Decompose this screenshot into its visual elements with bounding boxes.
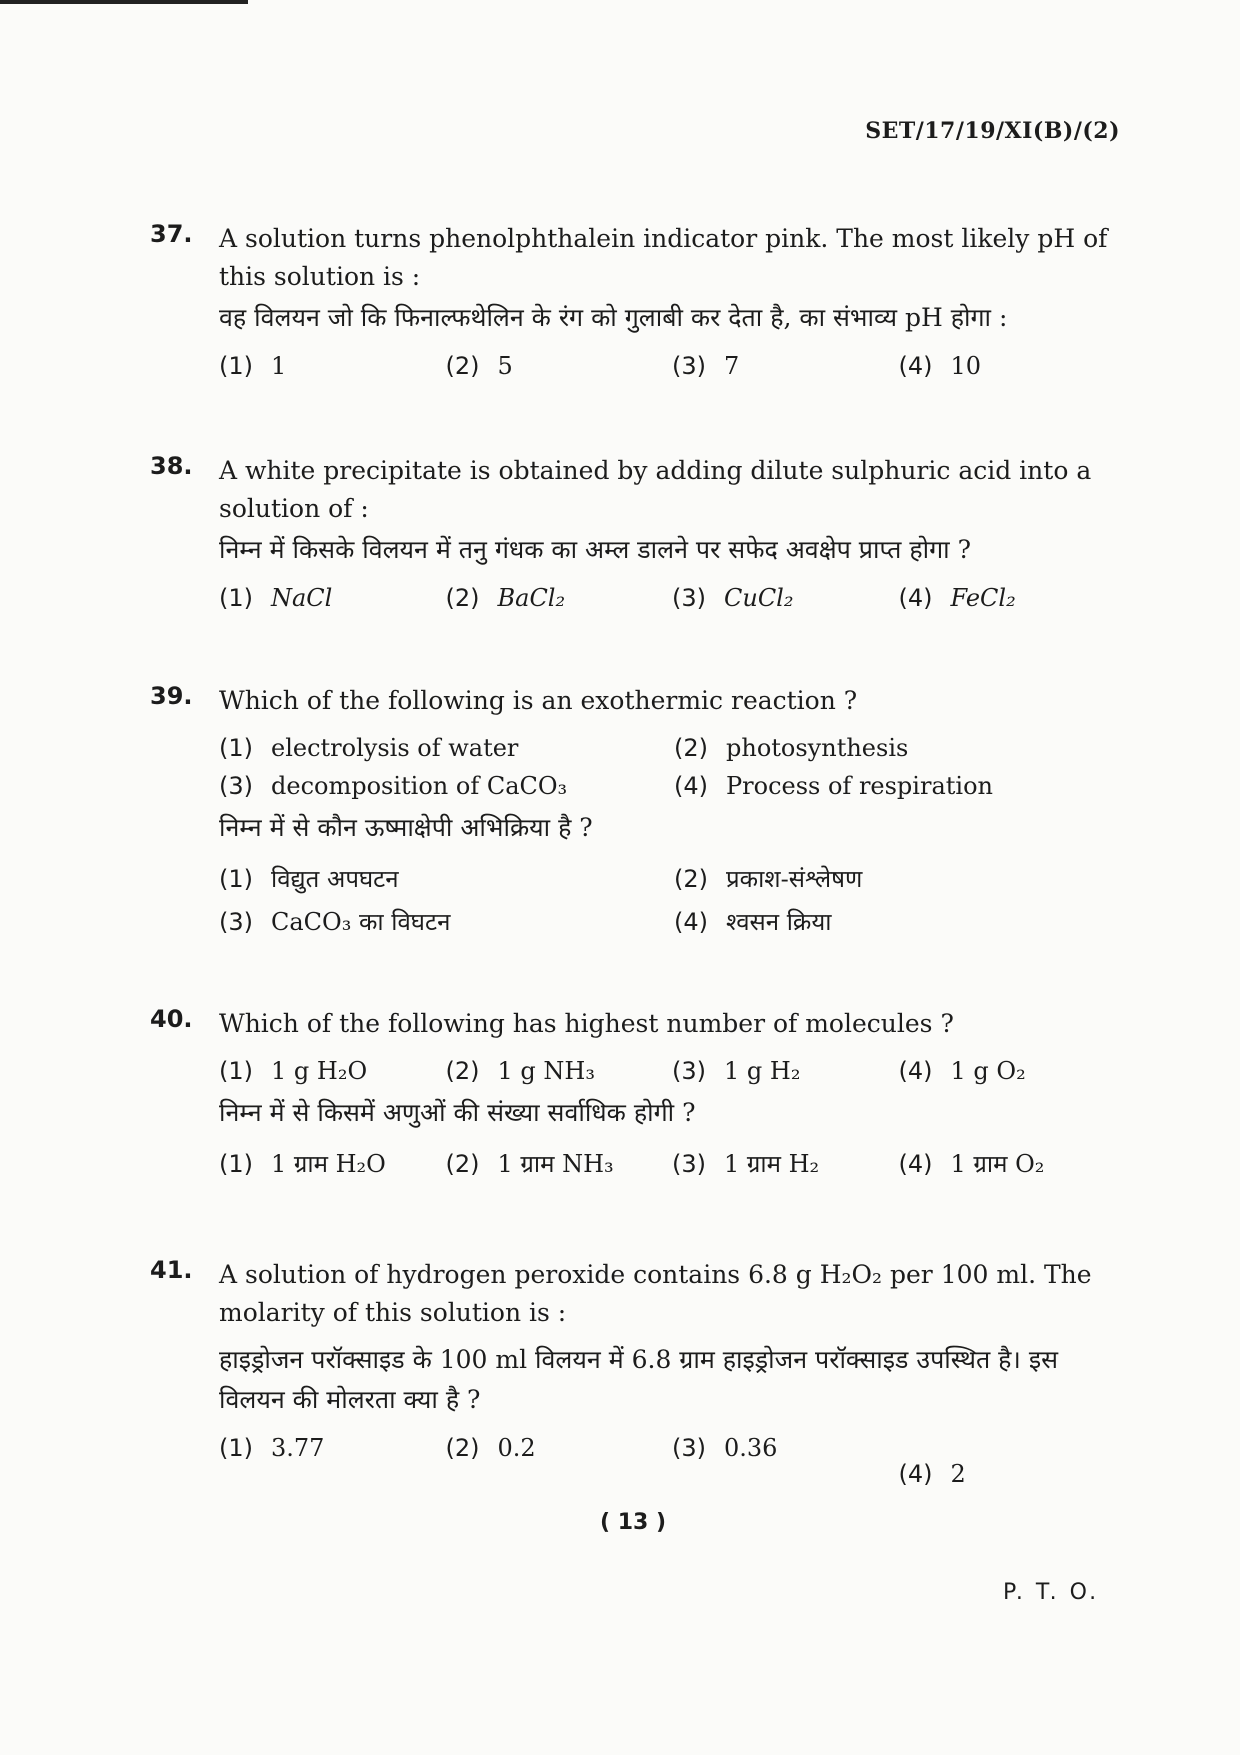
question-number: 38. (150, 452, 193, 480)
top-rule (0, 0, 248, 4)
option-2: (2) photosynthesis (674, 734, 909, 762)
options-en (219, 734, 1125, 800)
question-text-en: Which of the following is an exothermic reaction ? (219, 686, 858, 715)
option-1: (1) 3.77 (219, 1434, 325, 1462)
option-1: (1) NaCl (219, 584, 333, 612)
question-text-en: Which of the following has highest number of molecules ? (219, 1009, 954, 1038)
option-2: (2) 1 ग्राम NH₃ (445, 1150, 614, 1178)
question-text-hi: निम्न में से किसमें अणुओं की संख्या सर्वाधिक होगी ? (219, 1098, 696, 1127)
option-2: (2) BaCl₂ (445, 584, 566, 612)
question-41 (150, 1256, 1125, 1488)
options-en (219, 1057, 1125, 1085)
option-4: (4) FeCl₂ (898, 584, 1016, 612)
question-text-en: A solution turns phenolphthalein indicator pink. The most likely pH of this solution is : (219, 224, 1108, 291)
question-number: 40. (150, 1005, 193, 1033)
question-text-hi: निम्न में किसके विलयन में तनु गंधक का अम्ल डालने पर सफेद अवक्षेप प्राप्त होगा ? (219, 535, 972, 564)
option-3: (3) CaCO₃ का विघटन (219, 908, 451, 936)
option-4: (4) 1 ग्राम O₂ (898, 1150, 1045, 1178)
question-40 (150, 1005, 1125, 1180)
option-3: (3) 1 g H₂ (672, 1057, 801, 1085)
option-1: (1) 1 g H₂O (219, 1057, 368, 1085)
question-38 (150, 452, 1125, 612)
question-text-hi: निम्न में से कौन ऊष्माक्षेपी अभिक्रिया है ? (219, 813, 593, 842)
option-1: (1) electrolysis of water (219, 734, 519, 762)
option-4: (4) Process of respiration (674, 772, 993, 800)
question-text-en: A solution of hydrogen peroxide contains 6.8 g H₂O₂ per 100 ml. The molarity of this solution is : (219, 1260, 1092, 1327)
option-1: (1) 1 ग्राम H₂O (219, 1150, 386, 1178)
option-2: (2) 1 g NH₃ (445, 1057, 595, 1085)
question-37 (150, 220, 1125, 380)
option-3: (3) 1 ग्राम H₂ (672, 1150, 820, 1178)
paper-code: SET/17/19/XI(B)/(2) (865, 118, 1120, 144)
option-4: (4) श्वसन क्रिया (674, 908, 832, 936)
option-4: (4) 10 (898, 352, 982, 380)
option-3: (3) 7 (672, 352, 740, 380)
question-text-hi: वह विलयन जो कि फिनाल्फथेलिन के रंग को गुलाबी कर देता है, का संभाव्य pH होगा : (219, 303, 1008, 332)
question-number: 37. (150, 220, 193, 248)
option-1: (1) 1 (219, 352, 287, 380)
option-3: (3) 0.36 (672, 1434, 778, 1462)
options (219, 1434, 1125, 1488)
question-number: 41. (150, 1256, 193, 1284)
options (219, 584, 1125, 612)
option-4: (4) 2 (898, 1460, 966, 1488)
option-2: (2) प्रकाश-संश्लेषण (674, 865, 863, 893)
question-number: 39. (150, 682, 193, 710)
question-text-hi: हाइड्रोजन परॉक्साइड के 100 ml विलयन में 6.8 ग्राम हाइड्रोजन परॉक्साइड उपस्थित है। इस विलयन की मोलरता क्या है ? (219, 1345, 1059, 1414)
options-hi (219, 862, 1125, 938)
option-3: (3) CuCl₂ (672, 584, 794, 612)
option-3: (3) decomposition of CaCO₃ (219, 772, 568, 800)
page-number: ( 13 ) (600, 1510, 667, 1535)
options-hi (219, 1147, 1125, 1180)
question-39 (150, 682, 1125, 938)
option-2: (2) 5 (445, 352, 513, 380)
option-2: (2) 0.2 (445, 1434, 536, 1462)
pto-label: P. T. O. (1003, 1580, 1100, 1605)
options (219, 352, 1125, 380)
option-1: (1) विद्युत अपघटन (219, 865, 399, 893)
option-4: (4) 1 g O₂ (898, 1057, 1026, 1085)
question-text-en: A white precipitate is obtained by adding dilute sulphuric acid into a solution of : (219, 456, 1092, 523)
